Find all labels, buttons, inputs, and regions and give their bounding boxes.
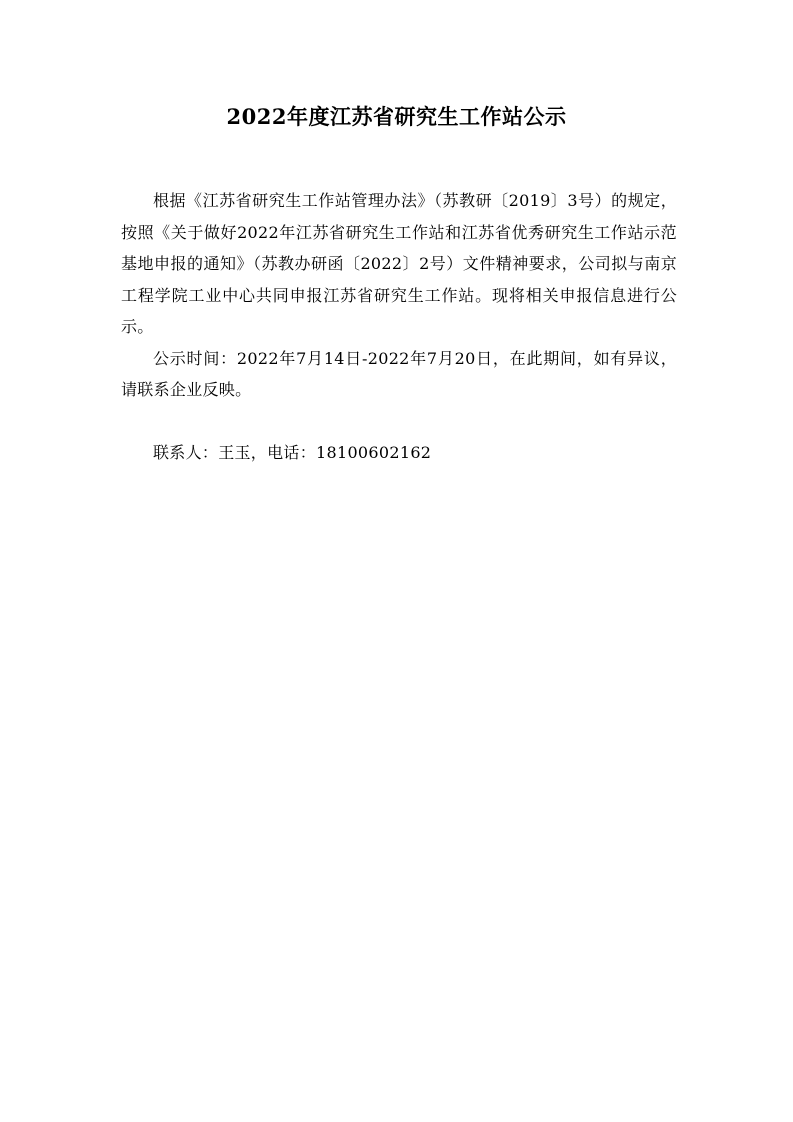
paragraph-application-basis: 根据《江苏省研究生工作站管理办法》（苏教研〔2019〕3号）的规定，按照《关于做好2022年江苏省研究生工作站和江苏省优秀研究生工作站示范基地申报的通知》（苏教办研函〔2022〕2号）文件精神要求，公司拟与南京工程学院工业中心共同申报江苏省研究生工作站。现将相关申报信息进行公示。	[121, 191, 677, 336]
contact-info: 联系人：王玉，电话：18100602162	[153, 443, 432, 462]
paragraph-publicity-period: 公示时间：2022年7月14日-2022年7月20日，在此期间，如有异议，请联系企业反映。	[121, 348, 677, 399]
document-title: 2022年度江苏省研究生工作站公示	[226, 104, 567, 129]
document-body	[121, 185, 677, 469]
blank-line	[121, 406, 677, 438]
